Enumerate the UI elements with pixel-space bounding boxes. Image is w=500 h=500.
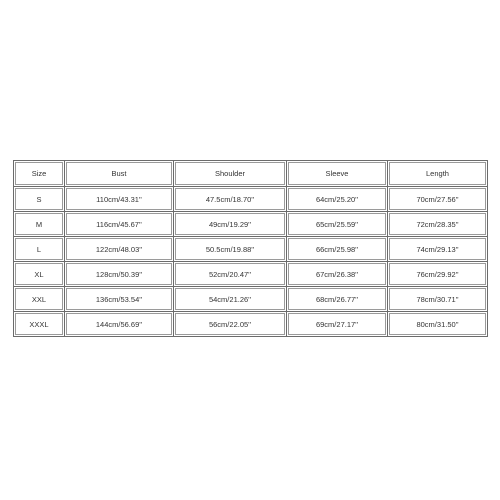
cell-length: 80cm/31.50'' — [388, 312, 488, 337]
cell-bust: 110cm/43.31'' — [65, 187, 174, 212]
cell-shoulder: 56cm/22.05'' — [174, 312, 287, 337]
cell-length: 76cm/29.92'' — [388, 262, 488, 287]
cell-shoulder: 49cm/19.29'' — [174, 212, 287, 237]
cell-length: 70cm/27.56'' — [388, 187, 488, 212]
cell-length: 72cm/28.35'' — [388, 212, 488, 237]
cell-length: 74cm/29.13'' — [388, 237, 488, 262]
cell-size: XXXL — [14, 312, 65, 337]
cell-shoulder: 47.5cm/18.70'' — [174, 187, 287, 212]
table-header-row — [14, 161, 488, 187]
cell-bust: 128cm/50.39'' — [65, 262, 174, 287]
size-chart-table — [13, 160, 488, 337]
table-row — [14, 212, 488, 237]
cell-sleeve: 67cm/26.38'' — [287, 262, 388, 287]
cell-shoulder: 52cm/20.47'' — [174, 262, 287, 287]
table-row — [14, 287, 488, 312]
cell-size: XXL — [14, 287, 65, 312]
cell-bust: 144cm/56.69'' — [65, 312, 174, 337]
cell-sleeve: 65cm/25.59'' — [287, 212, 388, 237]
cell-size: XL — [14, 262, 65, 287]
cell-sleeve: 66cm/25.98'' — [287, 237, 388, 262]
cell-sleeve: 69cm/27.17'' — [287, 312, 388, 337]
cell-shoulder: 54cm/21.26'' — [174, 287, 287, 312]
header-shoulder: Shoulder — [174, 161, 287, 187]
table-row — [14, 262, 488, 287]
header-length: Length — [388, 161, 488, 187]
table-row — [14, 237, 488, 262]
cell-bust: 136cm/53.54'' — [65, 287, 174, 312]
cell-sleeve: 64cm/25.20'' — [287, 187, 388, 212]
header-size: Size — [14, 161, 65, 187]
cell-length: 78cm/30.71'' — [388, 287, 488, 312]
cell-sleeve: 68cm/26.77'' — [287, 287, 388, 312]
header-sleeve: Sleeve — [287, 161, 388, 187]
table-row — [14, 187, 488, 212]
cell-bust: 116cm/45.67'' — [65, 212, 174, 237]
cell-size: S — [14, 187, 65, 212]
cell-size: M — [14, 212, 65, 237]
cell-size: L — [14, 237, 65, 262]
cell-bust: 122cm/48.03'' — [65, 237, 174, 262]
table-row — [14, 312, 488, 337]
header-bust: Bust — [65, 161, 174, 187]
cell-shoulder: 50.5cm/19.88'' — [174, 237, 287, 262]
